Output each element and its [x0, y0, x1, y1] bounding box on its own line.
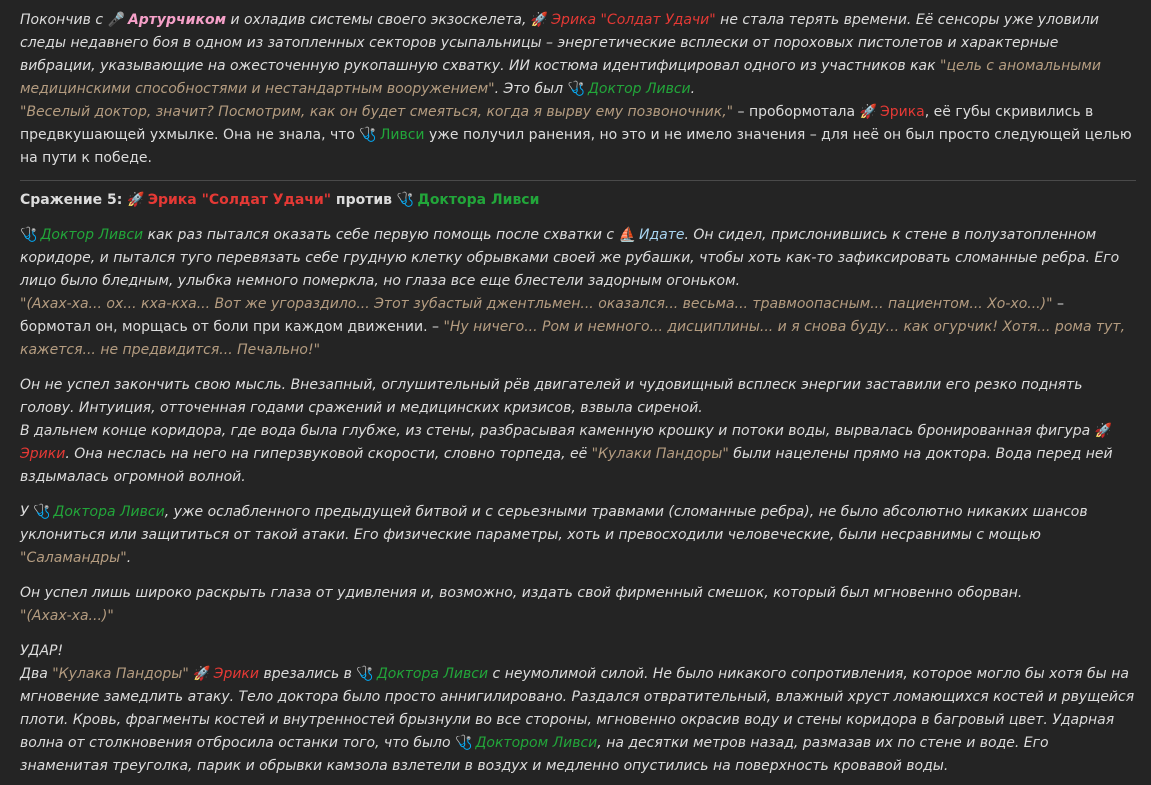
paragraph-1 — [20, 9, 1136, 101]
ship-icon: ⛵ — [618, 227, 636, 243]
text: УДАР! — [20, 643, 64, 659]
text: , на десятки метров назад, размазав их по стене и воде. Его знаменитая треуголка, парик и обрывки камзола взлетели в воздух и медленно опустились на поверхность кровавой воды. — [20, 735, 1049, 774]
text: как раз пытался оказать себе первую помощь после схватки с — [143, 227, 619, 243]
paragraph-6 — [20, 420, 1136, 489]
text: Два — [20, 666, 53, 682]
text: , уже ослабленного предыдущей битвой и с серьезными травмами (сломанные ребра), не было абсолютно никаких шансов уклониться или защититься от такой атаки. Его физические параметры, хоть и превосходили человеческие, были несравнимы с мощью — [20, 504, 1088, 543]
microphone-icon: 🎤 — [107, 12, 125, 28]
battle-heading — [20, 189, 1136, 212]
text: – бормотал он, морщась от боли при каждом движении. – — [20, 296, 1064, 335]
paragraph-2 — [20, 101, 1136, 170]
rocket-icon: 🚀 — [127, 192, 145, 208]
paragraph-7 — [20, 501, 1136, 570]
stethoscope-icon: 🩺 — [32, 504, 51, 520]
rocket-icon: 🚀 — [193, 666, 211, 682]
name-idate: Идате — [638, 227, 685, 243]
text: . Это был — [494, 81, 568, 97]
text: уже получил ранения, но это и не имело значения – для неё он был просто следующей целью на пути к победе. — [20, 127, 1132, 166]
stethoscope-icon: 🩺 — [455, 735, 473, 751]
quote: "Кулака Пандоры" — [52, 666, 189, 682]
quote: "Саламандры" — [20, 550, 127, 566]
text: Он не успел закончить свою мысль. Внезапный, оглушительный рёв двигателей и чудовищный всплеск энергии заставили его резко поднять голову. Интуиция, отточенная годами сражений и медицинских кризисов, взвыла сиреной. — [20, 377, 1083, 416]
text: не стала терять времени. Её сенсоры уже уловили следы недавнего боя в одном из затопленных секторов усыпальницы – энергетические всплески от пороховых пистолетов и характерные вибрации, указывающие на ожесточенную рукопашную схватку. ИИ костюма идентифицировал одного из участников как — [20, 12, 1100, 74]
paragraph-9 — [20, 663, 1136, 778]
rocket-icon: 🚀 — [530, 12, 549, 28]
name-erika: Эрика — [879, 104, 925, 120]
quote: "цель с аномальными медицинскими способностями и нестандартным вооружением" — [20, 58, 1101, 97]
name-livsi: Доктором Ливси — [475, 735, 598, 751]
text: . — [690, 81, 696, 97]
name-livsi: Доктор Ливси — [587, 81, 691, 97]
text: и охладив системы своего экзоскелета, — [226, 12, 531, 28]
name-livsi: Доктора Ливси — [417, 192, 540, 208]
paragraph-8 — [20, 582, 1136, 605]
text: против — [331, 192, 397, 208]
name-erika: Эрики — [20, 446, 66, 462]
battle-label: Сражение 5: — [20, 192, 128, 208]
text: были нацелены прямо на доктора. Вода перед ней вздымалась огромной волной. — [20, 446, 1113, 485]
quote: "Ну ничего... Ром и немного... дисциплины... и я снова буду... как огурчик! Хотя... рома тут, кажется... не предвидится... Печально!" — [20, 319, 1126, 358]
name-erika: Эрика "Солдат Удачи" — [147, 192, 332, 208]
paragraph-9-title — [20, 640, 1136, 663]
name-erika: Эрики — [213, 666, 259, 682]
quote: "Веселый доктор, значит? Посмотрим, как он будет смеяться, когда я вырву ему позвоночник," — [20, 104, 734, 120]
text: – пробормотала — [733, 104, 860, 120]
name-livsi: Доктора Ливси — [376, 666, 489, 682]
text: . Он сидел, прислонившись к стене в полузатопленном коридоре, и пытался туго перевязать себе грудную клетку обрывками своей же рубашки, чтобы хоть как-то зафиксировать сломанные ребра. Его лицо было бледным, улыбка немного померкла, но глаза все еще блестели задорным огоньком. — [20, 227, 1120, 289]
quote: "Кулаки Пандоры" — [591, 446, 729, 462]
text: , её губы скривились в предвкушающей ухмылке. Она не знала, что — [20, 104, 1094, 143]
paragraph-8-quote — [20, 605, 1136, 628]
text: Покончив с — [20, 12, 108, 28]
text: с неумолимой силой. Не было никакого сопротивления, которое могло бы хотя бы на мгновение замедлить атаку. Тело доктора было просто аннигилировано. Раздался отвратительный, влажный хруст ломающихся костей и рвущейся плоти. Кровь, фрагменты костей и внутренностей брызнули во все стороны, мгновенно окрасив воду и стены коридора в багровый цвет. Ударная волна от столкновения отбросила останки того, что было — [20, 666, 1135, 751]
chat-message — [20, 9, 1136, 778]
rocket-icon: 🚀 — [1094, 423, 1113, 439]
name-arturchik: Артурчиком — [127, 12, 227, 28]
text: врезались в — [259, 666, 357, 682]
text: В дальнем конце коридора, где вода была глубже, из стены, разбрасывая каменную крошку и потоки воды, вырвалась бронированная фигура — [20, 423, 1095, 439]
paragraph-4 — [20, 293, 1136, 362]
quote: "(Ахах-ха... ох... кха-кха... Вот же угораздило... Этот зубастый джентльмен... оказался... весьма... травмоопасным... пациентом... Хо-хо...)" — [20, 296, 1053, 312]
paragraph-3 — [20, 224, 1136, 293]
text: Он успел лишь широко раскрыть глаза от удивления и, возможно, издать свой фирменный смешок, который был мгновенно оборван. — [20, 585, 1023, 601]
divider — [20, 180, 1136, 181]
name-livsi: Ливси — [379, 127, 425, 143]
paragraph-5 — [20, 374, 1136, 420]
text: У — [20, 504, 33, 520]
stethoscope-icon: 🩺 — [396, 192, 415, 208]
stethoscope-icon: 🩺 — [359, 127, 377, 143]
text: . — [126, 550, 132, 566]
quote: "(Ахах-ха...)" — [20, 608, 114, 624]
text: . Она неслась на него на гиперзвуковой скорости, словно торпеда, её — [65, 446, 592, 462]
name-erika: Эрика "Солдат Удачи" — [551, 12, 716, 28]
stethoscope-icon: 🩺 — [356, 666, 374, 682]
name-livsi: Доктора Ливси — [53, 504, 165, 520]
name-livsi: Доктор Ливси — [40, 227, 144, 243]
rocket-icon: 🚀 — [859, 104, 877, 120]
stethoscope-icon: 🩺 — [567, 81, 585, 97]
stethoscope-icon: 🩺 — [20, 227, 38, 243]
